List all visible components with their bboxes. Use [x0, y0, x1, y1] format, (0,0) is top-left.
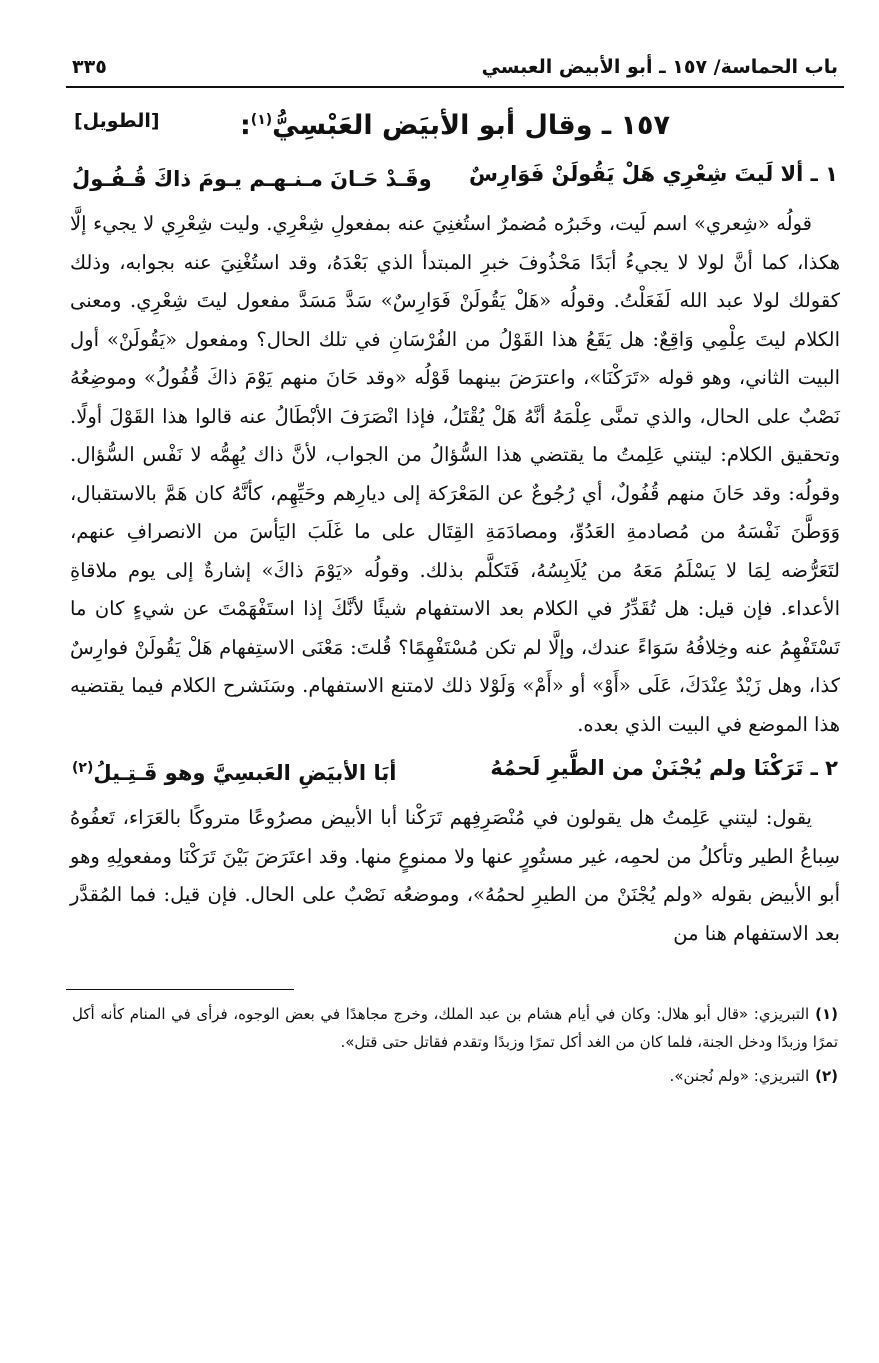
verse-second-hemistich-text: أبَا الأبيَضِ العَبسِيَّ وهو قَـتِـيلُ [93, 761, 397, 785]
verse-second-hemistich [72, 748, 396, 793]
poem-title-colon: : [239, 110, 251, 141]
commentary [70, 799, 840, 953]
commentary-paragraph: قولُه «شِعري» اسم لَيت، وخَبرُه مُضمرٌ استُغنِيَ عنه بمفعولِ شِعْرِي. وليت شِعْرِي لا يجيء إلَّا هكذا، كما أنَّ لولا لا يجيءُ أبَدًا مَحْذُوفَ خبرِ المبتدأ الذي بَعْدَهُ، وقد استُغْنِيَ عنه بجوابه، وذلك كقولك لولا عبد الله لَفَعَلْتُ. وقولُه «هَلْ يَقُولَنْ فَوَارِسٌ» سَدَّ مَسَدَّ مفعول ليتَ شِعْرِي. ومعنى الكلام ليتَ عِلْمِي وَاقِعٌ: هل يَقَعُ هذا القَوْلُ من الفُرْسَانِ في تلك الحال؟ ومفعول «يَقُولَنْ» أول البيت الثاني، وهو قوله «تَرَكْنَا»، واعترَضَ بينهما قَوْلُه «وقد حَانَ منهم يَوْمَ ذاكَ قُفُولُ» وموضِعُهُ نَصْبٌ على الحال، والذي تمنَّى عِلْمَهُ أنَّهُ هَلْ يُقْتَلُ، فإذا انْصَرَفَ الأبْطَالُ عنه قالوا هذا القَوْلَ أولًا. وتحقيق الكلام: ليتني عَلِمتُ ما يقتضي هذا السُّؤالُ من الجواب، لأنَّ ذاك يُهِمُّه لا نَفْس السُّؤال. وقولُه: وقد حَانَ منهم قُفُولٌ، أي رُجُوعٌ عن المَعْرَكة إلى ديارِهم وحَيِّهِم، كأنَّهُ كان هَمَّ بالاستقبال، وَوَطَّنَ نَفْسَهُ من مُصادمةِ العَدُوِّ، ومصادَمَةِ القِتَال على ما غَلَبَ اليَأسَ من الانصرافِ عنهم، لتَعَرُّضه لِمَا لا يَسْلَمُ مَعَهُ من يُلَابِسُهُ، فَتَكلَّم بذلك. وقولُه «يَوْمَ ذاكَ» إشارةٌ إلى يوم ملاقاةِ الأعداء. فإن قيل: هل تُقَدِّرُ في الكلام بعد الاستفهام شيئًا لأنَّكَ إذا استَفْهَمْتَ عن شيءٍ كان ما تَسْتَفْهِمُ عنه وخِلافُهُ سَوَاءً عندك، وإلَّا لم تكن مُسْتَفْهِمًا؟ قُلتَ: مَعْنَى الاستِفهام هَلْ يَقُولَنْ فوارِسٌ كذا، وهل زَيْدٌ عِنْدَكَ، عَلَى «أَوْ» أو «أَمْ» وَلَوْلا ذلك لامتنع الاستفهام. وسَنَشرح الكلام فيما يقتضيه هذا الموضع في البيت الذي بعده. [70, 212, 840, 736]
poem-title-row [66, 94, 844, 150]
footnote-number: (٢) [815, 1067, 838, 1085]
poem-meter: [الطويل] [74, 110, 160, 132]
footnote-ref: (١) [250, 112, 273, 128]
verse-line [72, 748, 838, 793]
footnote-text: التبريزي: «ولم نُجنن». [669, 1067, 810, 1085]
verse-second-hemistich [72, 154, 432, 199]
footnote-number: (١) [815, 1005, 838, 1023]
footnote [72, 1062, 838, 1090]
commentary-paragraph: يقول: ليتني عَلِمتُ هل يقولون في مُنْصَرِفِهم تَرَكْنا أبا الأبيض مصرُوعًا متروكًا بالعَرَاء، تَعفُوهُ سِباعُ الطير وتأكلُ من لحمِه، غير مستُورٍ عنها ولا ممنوعٍ منها. وقد اعتَرَضَ بَيْنَ تَرَكْنَا ومفعولِهِ وهو أبو الأبيض بقوله «ولم يُجْنَنْ من الطيرِ لحمُهُ»، وموضعُه نَصْبٌ على الحال. فإن قيل: فما المُقدَّر بعد الاستفهام هنا من [70, 806, 840, 945]
poem-title [66, 100, 844, 146]
verse-first-hemistich: ١ ـ ألا لَيتَ شِعْرِي هَلْ يَقُولَنْ فَوَارِسٌ [469, 162, 838, 186]
header-rule [66, 86, 844, 88]
commentary [70, 205, 840, 744]
verse-second-hemistich-text: وقَـدْ حَـانَ مـنـهـم يـومَ ذاكَ قُـفُـولُ [72, 167, 432, 191]
footnote-text: التبريزي: «قال أبو هلال: وكان في أيام هشام بن عبد الملك، وخرج مجاهدًا في بعض الوجوه، فرأى في المنام كأنه أكل تمرًا وزبدًا ودخل الجنة، فلما كان من الغد أكل تمرًا وزبدًا وتقدم فقاتل حتى قتل». [72, 1005, 838, 1051]
footnotes [72, 1000, 838, 1090]
running-header [66, 52, 844, 82]
verse-first-hemistich: ٢ ـ تَرَكْنَا ولم يُجْنَنْ من الطَّيرِ لَحمُهُ [490, 756, 838, 780]
header-section-title: باب الحماسة/ ١٥٧ ـ أبو الأبيض العبسي [481, 56, 838, 78]
footnote [72, 1000, 838, 1056]
poem-title-text: ١٥٧ ـ وقال أبو الأبيَض العَبْسِيُّ [272, 110, 670, 141]
footnote-ref: (٢) [72, 760, 94, 776]
page-number: ٣٣٥ [72, 56, 107, 78]
book-page [66, 52, 844, 1096]
verse-line [72, 154, 838, 199]
footnote-rule [66, 989, 294, 990]
